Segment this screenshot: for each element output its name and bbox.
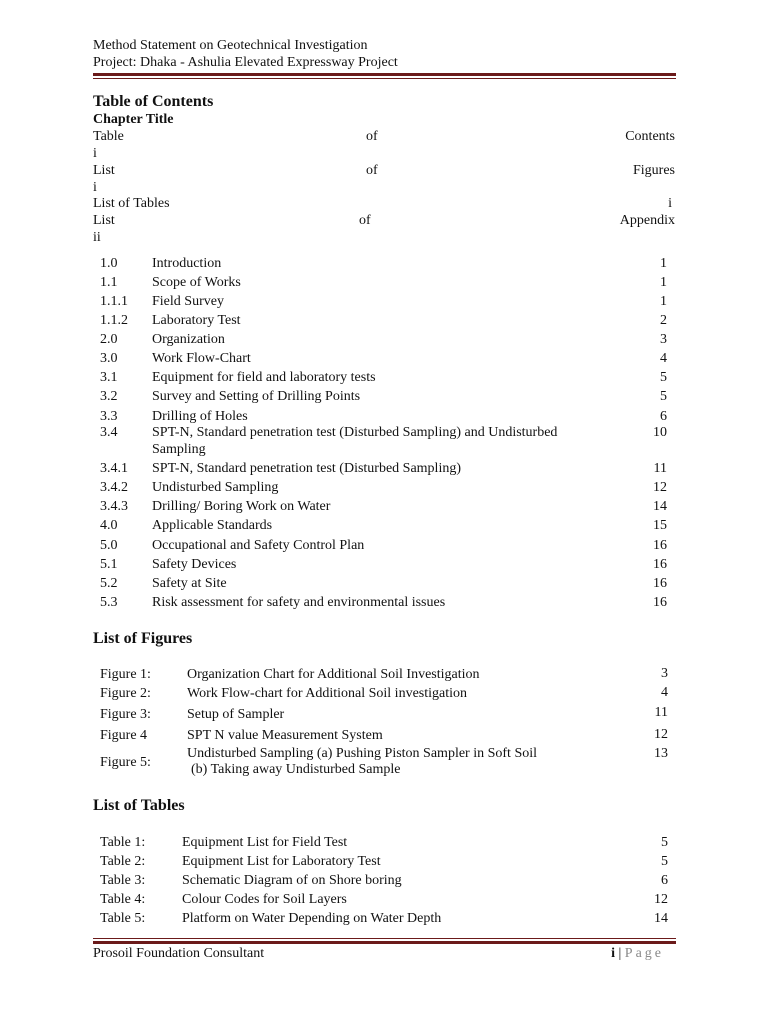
- header-line-1: Method Statement on Geotechnical Investigation: [93, 38, 368, 53]
- toc-front-matter: [93, 129, 675, 249]
- front-page-number: i: [93, 146, 97, 161]
- toc-entry-number: 3.4: [100, 425, 118, 440]
- table-label: Table 2:: [100, 854, 146, 869]
- table-page: 5: [661, 854, 668, 869]
- front-row-appendix[interactable]: [93, 213, 675, 229]
- toc-entry-page: 16: [653, 595, 667, 610]
- figure-title: Work Flow-chart for Additional Soil investigation: [187, 686, 468, 701]
- table-title: Platform on Water Depending on Water Depth: [182, 911, 442, 926]
- toc-entry-title: Risk assessment for safety and environmental issues: [152, 595, 446, 610]
- toc-entry-number: 5.2: [100, 576, 118, 591]
- toc-entry-page: 16: [653, 576, 667, 591]
- toc-entry-number: 1.1: [100, 275, 118, 290]
- toc-entry-number: 2.0: [100, 332, 118, 347]
- toc-entry-page: 16: [653, 538, 667, 553]
- figure-title-continued: (b) Taking away Undisturbed Sample: [191, 762, 401, 777]
- toc-entry-number: 3.4.2: [100, 480, 128, 495]
- front-row-contents[interactable]: [93, 129, 675, 145]
- chapter-title-label: Chapter Title: [93, 112, 174, 127]
- figure-label: Figure 2:: [100, 686, 151, 701]
- front-label: List of Tables: [93, 196, 170, 211]
- table-title: Equipment List for Field Test: [182, 835, 348, 850]
- toc-entry-number: 5.0: [100, 538, 118, 553]
- header-rule-thin: [93, 78, 676, 79]
- toc-entry-number: 4.0: [100, 518, 118, 533]
- toc-entry-page: 14: [653, 499, 667, 514]
- front-row-tables[interactable]: [93, 196, 675, 212]
- toc-entry-page: 5: [660, 370, 667, 385]
- table-page: 12: [654, 892, 668, 907]
- figure-title: Setup of Sampler: [187, 707, 285, 722]
- table-title: Schematic Diagram of on Shore boring: [182, 873, 402, 888]
- toc-entry-page: 5: [660, 389, 667, 404]
- front-page-number: i: [93, 180, 97, 195]
- figure-page: 3: [661, 666, 668, 681]
- footer-rule-thick: [93, 941, 676, 944]
- figure-page: 13: [654, 746, 668, 761]
- toc-entry-title: Field Survey: [152, 294, 224, 309]
- toc-entry-title-continued: Sampling: [152, 442, 206, 457]
- figure-page: 4: [661, 685, 668, 700]
- front-row-figures[interactable]: [93, 163, 675, 179]
- toc-entry-title: Drilling of Holes: [152, 409, 248, 424]
- toc-entry-page: 6: [660, 409, 667, 424]
- toc-entry-number: 3.4.3: [100, 499, 128, 514]
- toc-entry-title: Organization: [152, 332, 225, 347]
- front-page-number: ii: [93, 230, 101, 245]
- toc-entry-title: Laboratory Test: [152, 313, 241, 328]
- toc-heading: Table of Contents: [93, 93, 214, 110]
- toc-entry-title: SPT-N, Standard penetration test (Disturbed Sampling) and Undisturbed: [152, 425, 558, 440]
- toc-entry-title: Survey and Setting of Drilling Points: [152, 389, 361, 404]
- toc-entry-number: 3.1: [100, 370, 118, 385]
- table-label: Table 5:: [100, 911, 146, 926]
- figure-title: Organization Chart for Additional Soil Investigation: [187, 667, 480, 682]
- toc-entry-page: 10: [653, 425, 667, 440]
- toc-entry-page: 2: [660, 313, 667, 328]
- toc-entry-title: Work Flow-Chart: [152, 351, 251, 366]
- toc-entry-page: 15: [653, 518, 667, 533]
- toc-entry-title: Scope of Works: [152, 275, 241, 290]
- front-word: List: [93, 213, 115, 228]
- toc-entry-title: Drilling/ Boring Work on Water: [152, 499, 331, 514]
- toc-entry-title: Occupational and Safety Control Plan: [152, 538, 365, 553]
- toc-entry-title: Undisturbed Sampling: [152, 480, 279, 495]
- toc-entry-page: 4: [660, 351, 667, 366]
- front-word: of: [366, 163, 378, 178]
- front-word: List: [93, 163, 115, 178]
- front-word: Appendix: [619, 213, 675, 228]
- toc-entry-page: 16: [653, 557, 667, 572]
- toc-entry-number: 3.2: [100, 389, 118, 404]
- toc-entry-page: 11: [653, 461, 667, 476]
- table-title: Equipment List for Laboratory Test: [182, 854, 381, 869]
- footer-page-indicator: [611, 946, 664, 962]
- toc-entry-title: Introduction: [152, 256, 222, 271]
- toc-entry-number: 5.1: [100, 557, 118, 572]
- figure-title: SPT N value Measurement System: [187, 728, 383, 743]
- table-label: Table 1:: [100, 835, 146, 850]
- front-word: of: [366, 129, 378, 144]
- header-rule-thick: [93, 73, 676, 76]
- front-page-number: i: [668, 196, 672, 211]
- footer-company: Prosoil Foundation Consultant: [93, 946, 265, 961]
- front-word: Contents: [625, 129, 675, 144]
- figure-label: Figure 3:: [100, 707, 151, 722]
- figure-page: 11: [654, 705, 668, 720]
- footer-separator: |: [618, 946, 622, 961]
- footer-page-word: Page: [624, 946, 664, 961]
- toc-entry-number: 1.1.2: [100, 313, 128, 328]
- toc-entry-page: 3: [660, 332, 667, 347]
- figure-page: 12: [654, 727, 668, 742]
- table-page: 14: [654, 911, 668, 926]
- toc-entry-number: 3.0: [100, 351, 118, 366]
- toc-entry-number: 1.0: [100, 256, 118, 271]
- table-label: Table 3:: [100, 873, 146, 888]
- toc-entry-title: Safety at Site: [152, 576, 227, 591]
- toc-entry-page: 1: [660, 256, 667, 271]
- toc-entry-page: 12: [653, 480, 667, 495]
- toc-entry-page: 1: [660, 275, 667, 290]
- toc-entry-title: Equipment for field and laboratory tests: [152, 370, 376, 385]
- toc-entry-title: Applicable Standards: [152, 518, 273, 533]
- figures-heading: List of Figures: [93, 630, 193, 647]
- front-word: Figures: [633, 163, 675, 178]
- toc-entry-number: 1.1.1: [100, 294, 128, 309]
- toc-entry-title: SPT-N, Standard penetration test (Disturbed Sampling): [152, 461, 461, 476]
- toc-entry-number: 3.4.1: [100, 461, 128, 476]
- toc-entry-page: 1: [660, 294, 667, 309]
- header-line-2: Project: Dhaka - Ashulia Elevated Expressway Project: [93, 55, 398, 70]
- footer-page-number: i: [611, 946, 615, 961]
- toc-entry-number: 3.3: [100, 409, 118, 424]
- table-page: 5: [661, 835, 668, 850]
- footer-rule-thin: [93, 938, 676, 939]
- table-page: 6: [661, 873, 668, 888]
- figure-title: Undisturbed Sampling (a) Pushing Piston Sampler in Soft Soil: [187, 746, 538, 761]
- figure-label: Figure 4: [100, 728, 148, 743]
- toc-entry-number: 5.3: [100, 595, 118, 610]
- figure-label: Figure 5:: [100, 755, 151, 770]
- table-label: Table 4:: [100, 892, 146, 907]
- front-word: of: [359, 213, 371, 228]
- toc-entry-title: Safety Devices: [152, 557, 237, 572]
- front-word: Table: [93, 129, 124, 144]
- figure-label: Figure 1:: [100, 667, 151, 682]
- tables-heading: List of Tables: [93, 797, 185, 814]
- table-title: Colour Codes for Soil Layers: [182, 892, 347, 907]
